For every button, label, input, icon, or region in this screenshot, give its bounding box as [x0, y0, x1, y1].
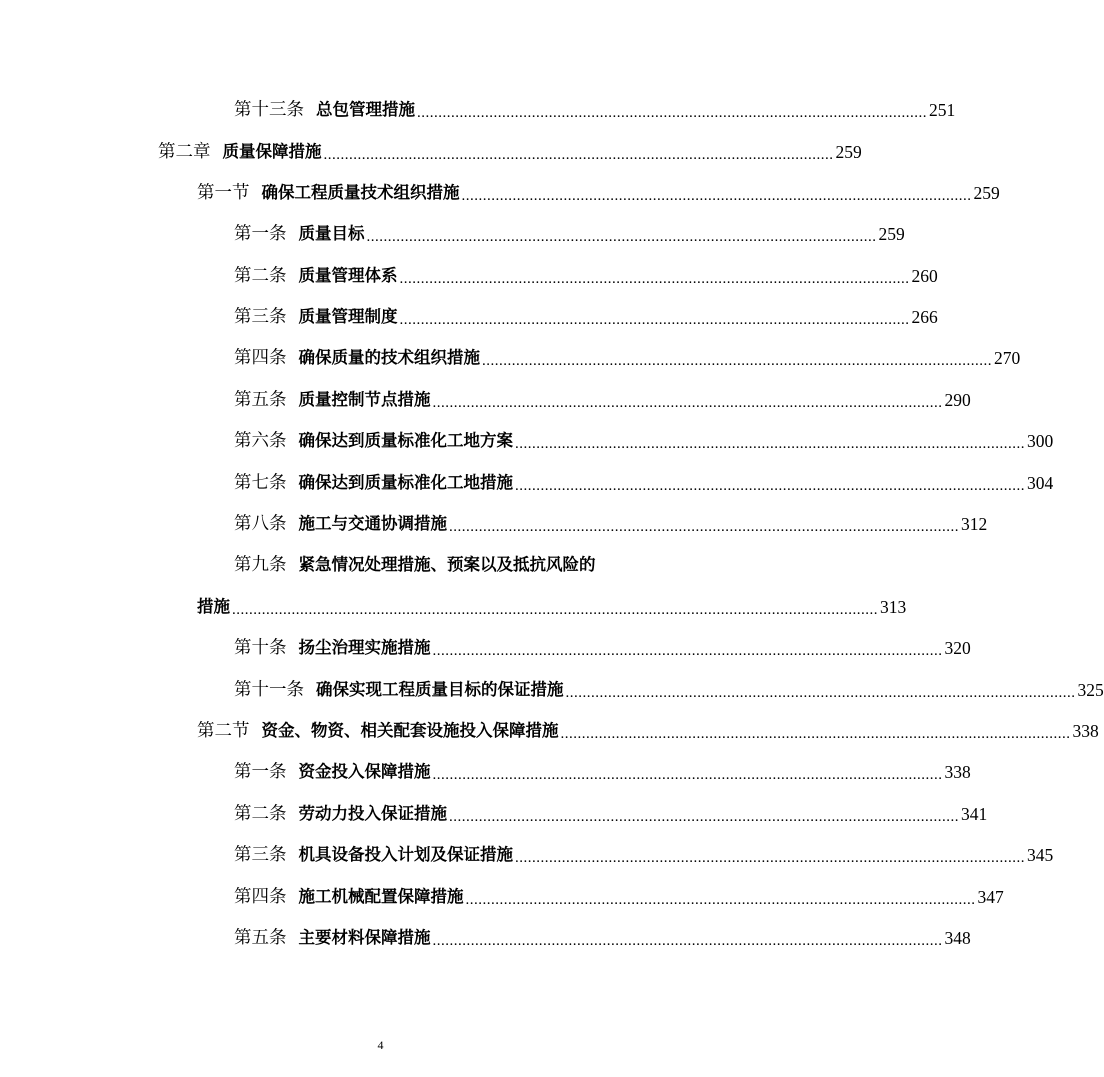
toc-entry-page: 325 — [1077, 680, 1104, 700]
toc-entry-title: 扬尘治理实施措施 — [298, 638, 431, 657]
dot-leader: ........................................................................................................................ — [432, 395, 943, 411]
toc-entry-article-8[interactable] — [234, 510, 988, 538]
toc-entry-title: 确保工程质量技术组织措施 — [261, 183, 460, 202]
dot-leader: ........................................................................................................................ — [432, 643, 943, 659]
toc-entry-title: 劳动力投入保证措施 — [298, 804, 447, 823]
toc-entry-page: 259 — [878, 224, 905, 244]
toc-entry-page: 270 — [994, 348, 1021, 368]
toc-entry-page: 338 — [1072, 721, 1099, 741]
toc-entry-title: 措施 — [197, 597, 230, 616]
dot-leader: ........................................................................................................................ — [465, 892, 976, 908]
page-number: 4 — [377, 1038, 384, 1052]
toc-entry-label: 第一条 — [234, 762, 287, 782]
dot-leader: ........................................................................................................................ — [432, 767, 943, 783]
toc-entry-article-4[interactable] — [234, 344, 1021, 372]
toc-entry-label: 第七条 — [234, 473, 287, 493]
toc-entry-title: 确保达到质量标准化工地方案 — [298, 431, 513, 450]
dot-leader: ........................................................................................................................ — [399, 312, 910, 328]
toc-entry-article-7[interactable] — [234, 469, 1054, 497]
toc-entry-page: 338 — [944, 762, 971, 782]
dot-leader: ........................................................................................................................ — [449, 809, 959, 825]
toc-entry-article-2[interactable] — [234, 262, 938, 290]
toc-entry-title: 质量管理制度 — [298, 307, 398, 326]
toc-entry-title: 确保实现工程质量目标的保证措施 — [316, 680, 564, 699]
toc-entry-section-2[interactable] — [197, 717, 1099, 745]
toc-entry-title: 质量目标 — [298, 224, 365, 243]
toc-entry-article-5[interactable] — [234, 386, 971, 414]
dot-leader: ........................................................................................................................ — [323, 147, 834, 163]
toc-entry-article-9[interactable] — [234, 551, 640, 579]
toc-entry-article-6[interactable] — [234, 427, 1054, 455]
dot-leader: ........................................................................................................................ — [515, 478, 1025, 494]
dot-leader: ........................................................................................................................ — [417, 105, 927, 121]
toc-entry-article-1[interactable] — [234, 220, 905, 248]
toc-entry-article-4b[interactable] — [234, 883, 1004, 911]
toc-entry-page: 313 — [880, 597, 907, 617]
toc-entry-title: 总包管理措施 — [316, 100, 415, 119]
toc-entry-title: 确保质量的技术组织措施 — [298, 348, 480, 367]
toc-entry-page: 304 — [1027, 473, 1054, 493]
toc-entry-title: 质量保障措施 — [222, 142, 322, 161]
toc-entry-article-10[interactable] — [234, 634, 971, 662]
toc-entry-label: 第四条 — [234, 887, 287, 907]
toc-entry-page: 320 — [944, 638, 971, 658]
toc-entry-page: 259 — [835, 142, 862, 162]
toc-entry-label: 第六条 — [234, 431, 287, 451]
toc-entry-chapter-2[interactable] — [158, 138, 862, 166]
dot-leader: ........................................................................................................................ — [461, 188, 972, 204]
dot-leader: ........................................................................................................................ — [366, 229, 877, 245]
toc-entry-article-9-continued[interactable] — [197, 593, 907, 621]
toc-entry-label: 第一节 — [197, 183, 250, 203]
toc-entry-article-2b[interactable] — [234, 800, 988, 828]
toc-entry-label: 第一条 — [234, 224, 287, 244]
toc-entry-label: 第四条 — [234, 348, 287, 368]
dot-leader: ........................................................................................................................ — [399, 271, 910, 287]
toc-entry-label: 第三条 — [234, 845, 287, 865]
toc-entry-label: 第十一条 — [234, 680, 304, 700]
toc-entry-page: 266 — [911, 307, 938, 327]
toc-entry-page: 348 — [944, 928, 971, 948]
dot-leader: ........................................................................................................................ — [515, 850, 1025, 866]
toc-entry-label: 第五条 — [234, 390, 287, 410]
toc-entry-label: 第三条 — [234, 307, 287, 327]
toc-entry-title: 质量管理体系 — [298, 266, 398, 285]
dot-leader: ........................................................................................................................ — [482, 353, 992, 369]
toc-entry-label: 第二章 — [158, 142, 211, 162]
toc-entry-title: 施工机械配置保障措施 — [298, 887, 464, 906]
toc-entry-title: 资金投入保障措施 — [298, 762, 431, 781]
toc-entry-page: 259 — [973, 183, 1000, 203]
dot-leader: ........................................................................................................................ — [515, 436, 1025, 452]
toc-entry-title: 施工与交通协调措施 — [298, 514, 447, 533]
toc-entry-article-3[interactable] — [234, 303, 938, 331]
toc-entry-label: 第二条 — [234, 804, 287, 824]
toc-entry-label: 第八条 — [234, 514, 287, 534]
toc-entry-page: 290 — [944, 390, 971, 410]
dot-leader: ........................................................................................................................................................ — [232, 602, 878, 618]
toc-entry-title: 机具设备投入计划及保证措施 — [298, 845, 513, 864]
toc-entry-label: 第五条 — [234, 928, 287, 948]
toc-entry-label: 第二条 — [234, 266, 287, 286]
toc-entry-title: 紧急情况处理措施、预案以及抵抗风险的 — [298, 555, 596, 574]
toc-entry-page: 347 — [977, 887, 1004, 907]
toc-entry-label: 第十三条 — [234, 100, 304, 120]
dot-leader: ........................................................................................................................ — [565, 685, 1076, 701]
toc-entry-page: 341 — [961, 804, 988, 824]
toc-entry-title: 主要材料保障措施 — [298, 928, 431, 947]
toc-entry-article-11[interactable] — [234, 676, 1104, 704]
toc-entry-article-5b[interactable] — [234, 924, 971, 952]
toc-entry-label: 第九条 — [234, 555, 287, 575]
toc-entry-section-1[interactable] — [197, 179, 1000, 207]
toc-entry-title: 确保达到质量标准化工地措施 — [298, 473, 513, 492]
toc-entry-title: 质量控制节点措施 — [298, 390, 431, 409]
dot-leader: ........................................................................................................................ — [449, 519, 959, 535]
toc-entry-article-1b[interactable] — [234, 758, 971, 786]
toc-entry-label: 第二节 — [197, 721, 250, 741]
toc-entry-label: 第十条 — [234, 638, 287, 658]
toc-entry-article-13[interactable] — [234, 96, 956, 124]
toc-entry-title: 资金、物资、相关配套设施投入保障措施 — [261, 721, 559, 740]
toc-entry-page: 300 — [1027, 431, 1054, 451]
toc-entry-page: 251 — [929, 100, 956, 120]
dot-leader: ........................................................................................................................ — [432, 933, 943, 949]
toc-entry-page: 312 — [961, 514, 988, 534]
toc-entry-page: 345 — [1027, 845, 1054, 865]
toc-entry-article-3b[interactable] — [234, 841, 1054, 869]
toc-entry-page: 260 — [911, 266, 938, 286]
dot-leader: ........................................................................................................................ — [560, 726, 1071, 742]
